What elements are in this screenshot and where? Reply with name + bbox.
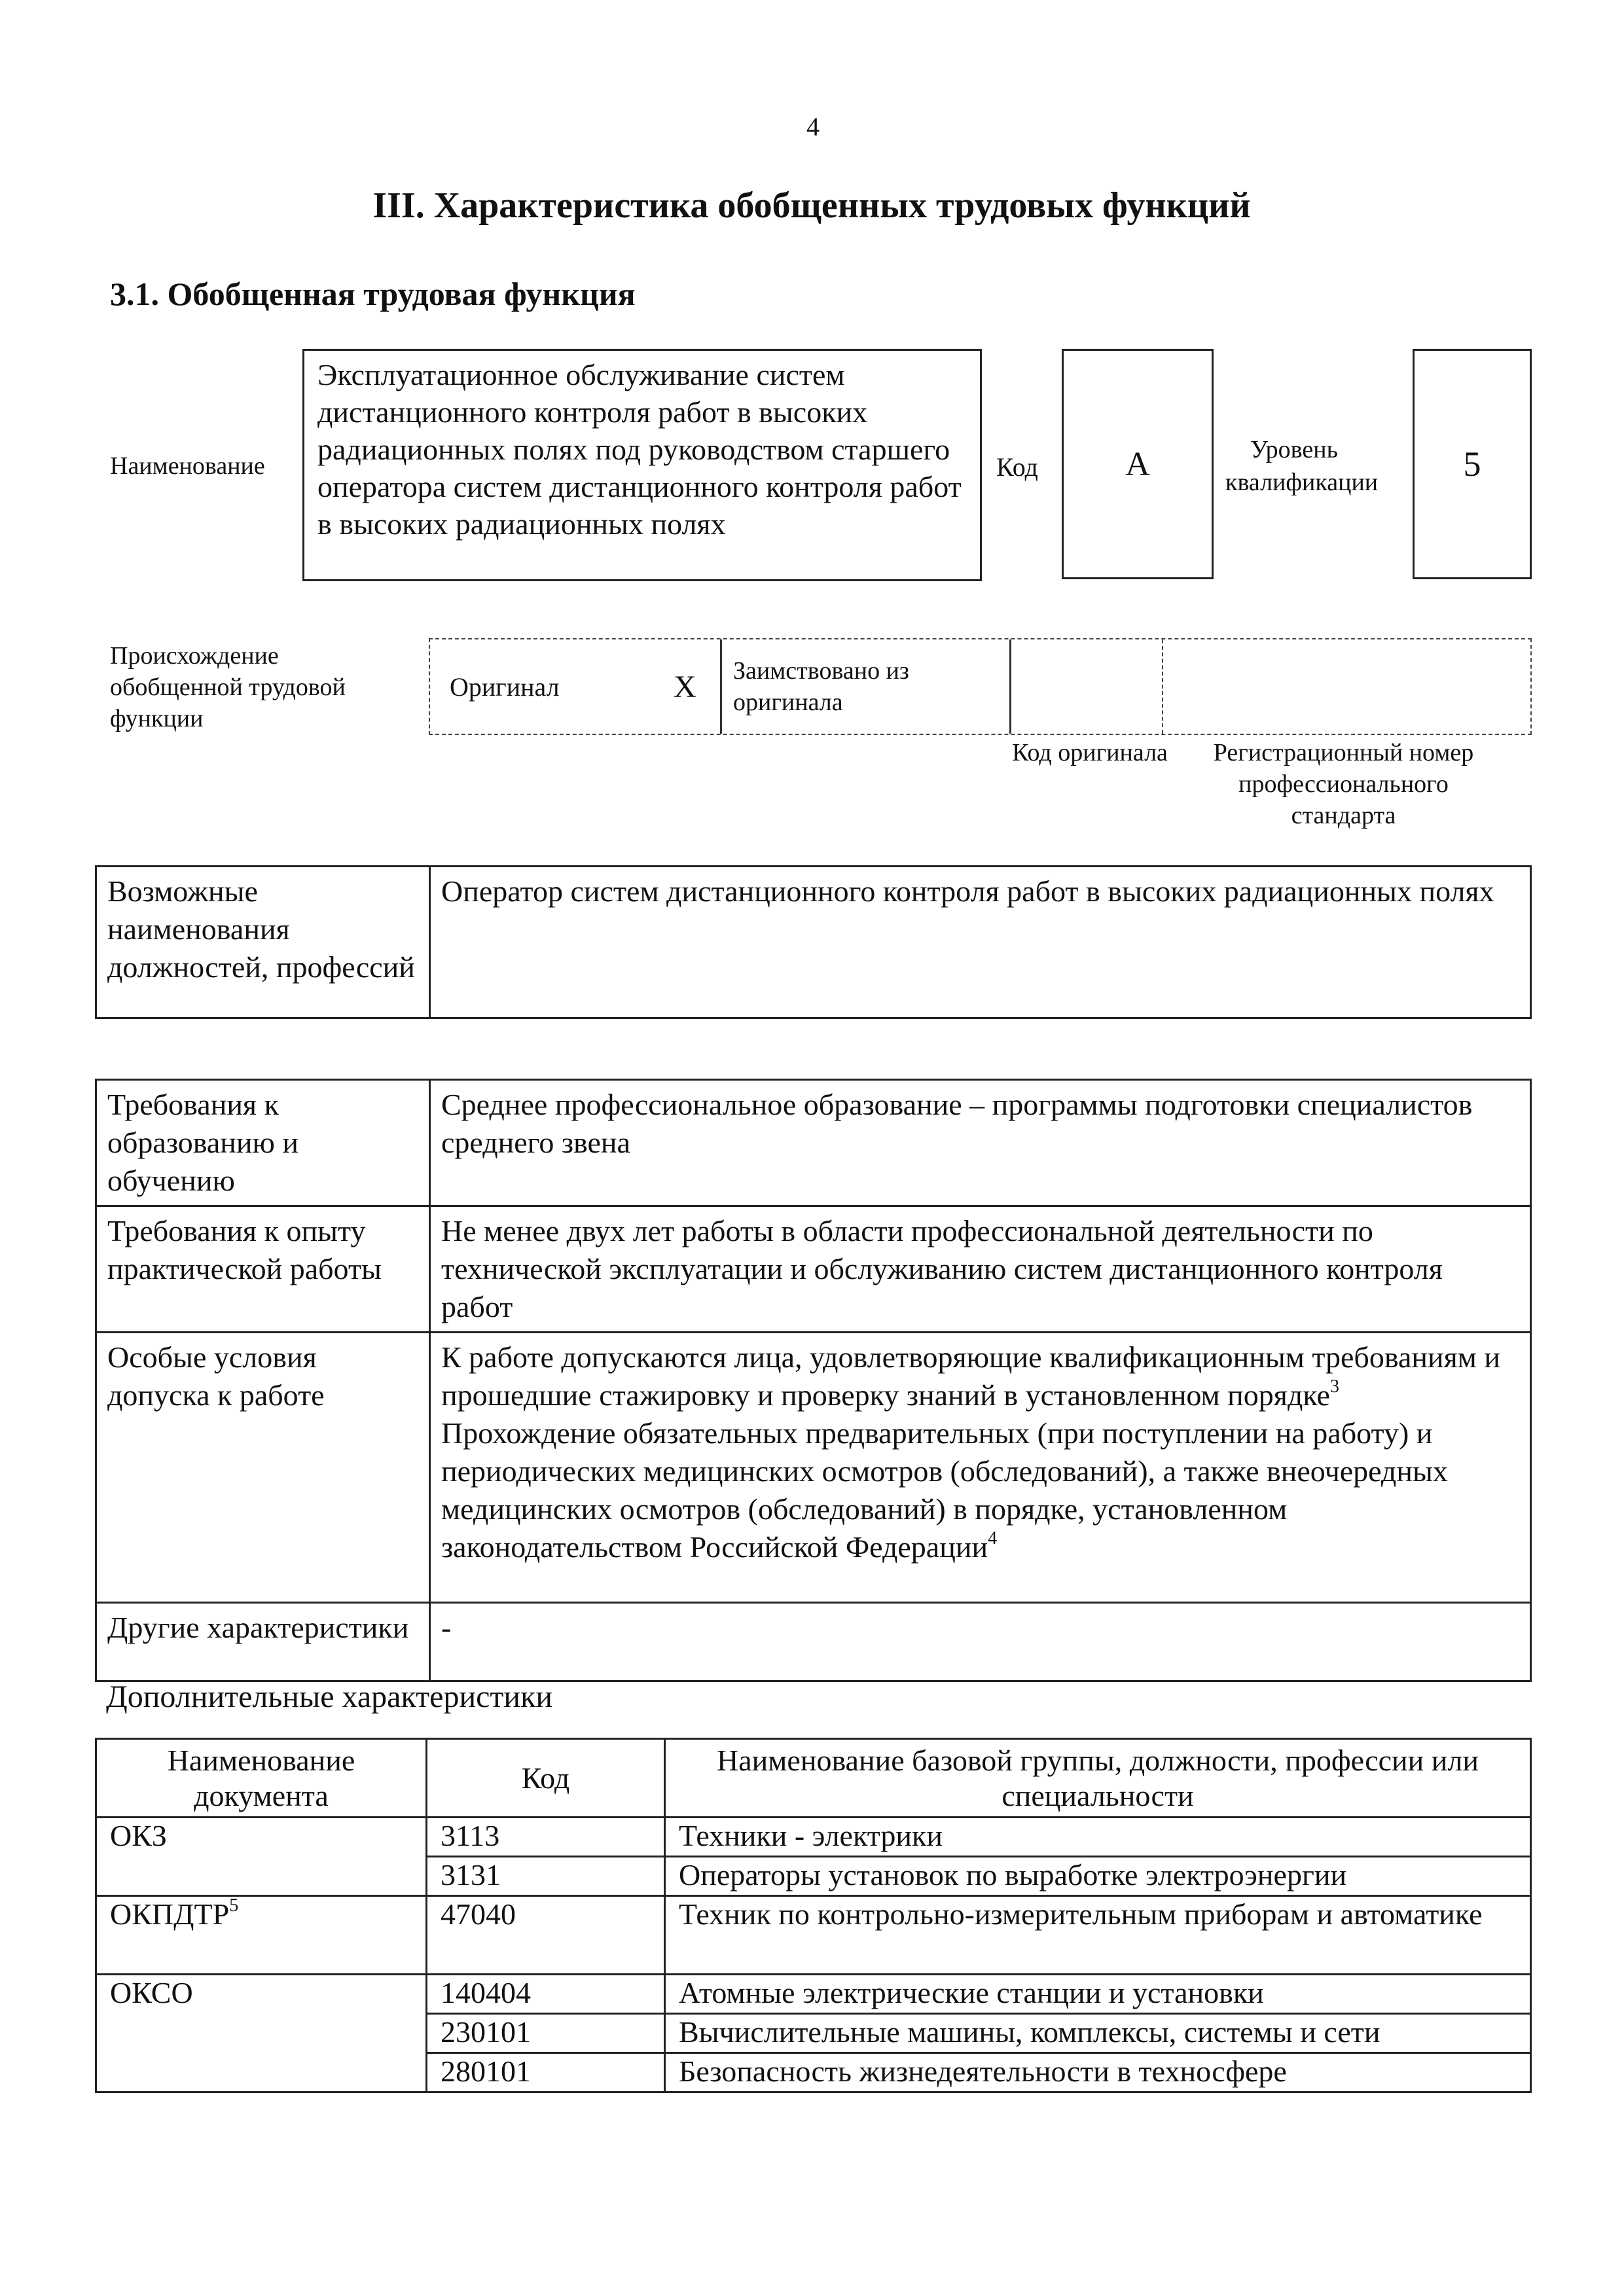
table-row — [96, 1975, 1531, 2014]
level-box — [1413, 349, 1532, 579]
positions-value: Оператор систем дистанционного контроля работ в высоких радиационных полях — [430, 867, 1531, 1018]
okpdtr-label: ОКПДТР$^5$ — [96, 1896, 427, 1975]
table-row — [96, 867, 1531, 1018]
special-conditions-label: Особые условия допуска к работе — [96, 1333, 430, 1603]
code-value: A — [1125, 445, 1150, 483]
okso-label: ОКСО — [96, 1975, 427, 2092]
table-row — [96, 1333, 1531, 1603]
name-label: Наименование — [110, 452, 265, 480]
origin-table — [429, 638, 1532, 735]
okso-code-2: 230101 — [427, 2014, 665, 2053]
other-value: - — [430, 1603, 1531, 1681]
okz-name-2: Операторы установок по выработке электроэнергии — [665, 1857, 1531, 1896]
okz-code-2: 3131 — [427, 1857, 665, 1896]
table-row — [96, 1080, 1531, 1206]
special-conditions-value: К работе допускаются лица, удовлетворяющие квалификационным требованиям и прошедшие стажировку и проверку знаний в установленном порядке$^3$ Прохождение обязательных предварительных (при поступлении на работу) и периодических медицинских осмотров (обследований), а также внеочередных медицинских осмотров (обследований) в порядке, установленном законодательством Российской Федерации$^4$ — [430, 1333, 1531, 1603]
function-name-value: Эксплуатационное обслуживание систем дистанционного контроля работ в высоких радиационных полях под руководством старшего оператора систем дистанционного контроля работ в высоких радиационных полях — [317, 358, 962, 541]
origin-original-mark: X — [674, 669, 696, 704]
experience-value: Не менее двух лет работы в области профессиональной деятельности по технической эксплуатации и обслуживанию систем дистанционного контроля работ — [430, 1206, 1531, 1333]
table-row — [96, 1818, 1531, 1857]
requirements-table — [95, 1079, 1532, 1682]
function-name-box — [302, 349, 982, 581]
okso-name-3: Безопасность жизнедеятельности в техносфере — [665, 2053, 1531, 2092]
footnote-3: 3 — [1329, 1376, 1339, 1397]
positions-table — [95, 865, 1532, 1019]
okpdtr-code: 47040 — [427, 1896, 665, 1975]
footnote-4: 4 — [988, 1528, 998, 1549]
okz-code-1: 3113 — [427, 1818, 665, 1857]
okso-code-3: 280101 — [427, 2053, 665, 2092]
code-box — [1062, 349, 1214, 579]
code-original-caption: Код оригинала — [1012, 739, 1168, 766]
table-row — [96, 1603, 1531, 1681]
header-doc: Наименование документа — [96, 1739, 427, 1818]
reg-number-caption: Регистрационный номер профессионального стандарта — [1213, 739, 1474, 829]
table-row — [96, 1896, 1531, 1975]
origin-original-label: Оригинал — [450, 672, 560, 702]
origin-borrowed-label: Заимствовано из оригинала — [733, 657, 909, 716]
code-label: Код — [996, 452, 1038, 482]
page-number: 4 — [806, 112, 820, 141]
table-row — [96, 1206, 1531, 1333]
level-value: 5 — [1463, 444, 1481, 484]
additional-title: Дополнительные характеристики — [106, 1679, 553, 1714]
section-heading: III. Характеристика обобщенных трудовых функций — [372, 185, 1251, 226]
origin-label: Происхождение обобщенной трудовой функции — [110, 642, 346, 732]
footnote-5: 5 — [229, 1895, 239, 1916]
okso-name-1: Атомные электрические станции и установки — [665, 1975, 1531, 2014]
table-row — [96, 1739, 1531, 1818]
level-label: Уровень квалификации — [1225, 436, 1379, 496]
okz-name-1: Техники - электрики — [665, 1818, 1531, 1857]
okz-label: ОКЗ — [96, 1818, 427, 1896]
additional-table — [95, 1738, 1532, 2093]
okso-code-1: 140404 — [427, 1975, 665, 2014]
subsection-heading: 3.1. Обобщенная трудовая функция — [110, 276, 636, 312]
okso-name-2: Вычислительные машины, комплексы, системы и сети — [665, 2014, 1531, 2053]
education-value: Среднее профессиональное образование – программы подготовки специалистов среднего звена — [430, 1080, 1531, 1206]
education-label: Требования к образованию и обучению — [96, 1080, 430, 1206]
header-code: Код — [427, 1739, 665, 1818]
header-name: Наименование базовой группы, должности, профессии или специальности — [665, 1739, 1531, 1818]
positions-label: Возможные наименования должностей, профессий — [96, 867, 430, 1018]
experience-label: Требования к опыту практической работы — [96, 1206, 430, 1333]
okpdtr-name: Техник по контрольно-измерительным приборам и автоматике — [665, 1896, 1531, 1975]
other-label: Другие характеристики — [96, 1603, 430, 1681]
